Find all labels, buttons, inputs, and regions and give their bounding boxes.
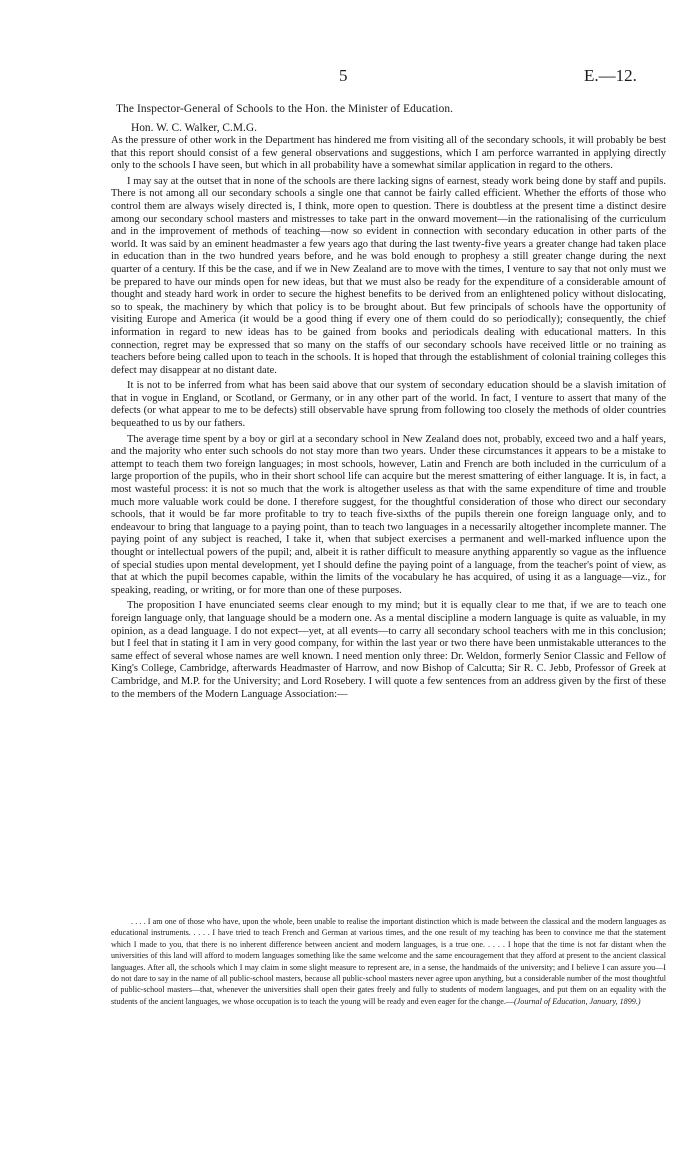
quote-body: . . . . I am one of those who have, upon the whole, been unable to realise the important distinction which is made between the classical and the modern languages as educational instruments. . . . . I have tried to teach French and German at various times, and the one result of my teaching has been to convince me that the statement which I made to you, that there is no inherent difference between ancient and modern languages, is a true one. . . . . I hope that the time is not far distant when the universities of this land will afford to modern languages something like the same welcome and the same encouragement that they afford at present to the ancient classical languages. After all, the schools which I may claim in some slight measure to represent are, in a sense, the handmaids of the university; and I believe I can assure you—I do not dare to say in the name of all public-school masters, because all public-school masters never agree upon anything, but a considerable number of the most thoughtful of public-school masters—that, whenever the universities shall open their gates freely and fully to students of modern languages, and put them on an equality with the students of the ancient languages, we whose occupation is to teach the young will be ready and even eager for the change.— (111, 917, 666, 1006)
report-body (111, 135, 666, 704)
paragraph: The proposition I have enunciated seems clear enough to my mind; but it is equally clear to me that, if we are to teach one foreign language only, that language should be a modern one. As a mental discipline a modern language is quite as valuable, in my opinion, as a dead language. I do not expect—yet, at all events—to carry all secondary school teachers with me in this conclusion; but I feel that in stating it I am in very good company, for within the last year or two there have been unmistakable utterances to the same effect of several whose names are well known. I need mention only three: Dr. Weldon, formerly Senior Classic and Fellow of King's College, Cambridge, afterwards Headmaster of Harrow, and now Bishop of Calcutta; Sir R. C. Jebb, Professor of Greek at Cambridge, and M.P. for the University; and Lord Rosebery. I will quote a few sentences from an address given by the first of these to the members of the Modern Language Association:— (111, 600, 666, 700)
quote-source: (Journal of Education, January, 1899.) (513, 996, 641, 1006)
block-quote (111, 916, 666, 1007)
page-number: 5 (339, 66, 348, 85)
paragraph: The average time spent by a boy or girl at a secondary school in New Zealand does not, probably, exceed two and a half years, and the majority who enter such schools do not stay more than two years. Under these circumstances it appears to be a mistake to attempt to teach them two foreign languages; in most schools, however, Latin and French are both included in the curriculum of a large proportion of the pupils, who in their short school life can acquire but the merest smattering of either language. It is, in fact, a most wasteful process: it is not so much that the work is altogether useless as that with the same expenditure of time and trouble much more valuable work could be done. I therefore suggest, for the thoughtful consideration of those who direct our secondary schools, that it would be far more profitable to try to teach five-sixths of the pupils therein one foreign language only, and to endeavour to bring that language to a paying point, than to teach two languages in a necessarily altogether incomplete manner. The paying point of any subject is reached, I take it, when that subject exercises a permanent and well-marked influence upon the thought or intellectual powers of the pupil; and, albeit it is rather difficult to measure anything apparently so vague as the influence of special studies upon mental development, yet I should define the paying point of a language, from the teacher's point of view, as that at which the pupil becomes capable, within the limits of the vocabulary he has acquired, of using it as a language—viz., for speaking, reading, or writing, or for more than one of these purposes. (111, 433, 666, 596)
letter-heading: The Inspector-General of Schools to the Hon. the Minister of Education. (116, 103, 454, 115)
addressee: Hon. W. C. Walker, C.M.G. (131, 122, 257, 134)
quote-text (111, 916, 666, 1007)
document-reference: E.—12. (584, 66, 637, 85)
paragraph: It is not to be inferred from what has been said above that our system of secondary education should be a slavish imitation of that in vogue in England, or Scotland, or Germany, or in any other part of the world. In fact, I venture to assert that many of the defects (or what appear to me to be defects) still observable have sprung from following too closely the methods of older countries bequeathed to us by our fathers. (111, 380, 666, 430)
paragraph: I may say at the outset that in none of the schools are there lacking signs of earnest, steady work being done by staff and pupils. There is not among all our secondary schools a single one that cannot be fairly called efficient. Whether the efforts of those who control them are always wisely directed is, I think, more open to question. There is doubtless at the present time a distinct desire among our secondary school masters and mistresses to take part in the onward movement—in the rationalising of the curriculum and in the improvement of methods of teaching—now so evident in connection with secondary education in other parts of the world. It was said by an eminent headmaster a few years ago that during the last twenty-five years a greater change had taken place in education than in the two hundred years before, and he was bold enough to prophesy a still greater change during the next quarter of a century. If this be the case, and if we in New Zealand are to move with the times, I venture to say that not only must we be prepared to have our minds open for new ideas, but that we must also be ready for the expenditure of a considerable amount of thought and steady hard work in order to secure the highest benefits to be derived from an enlightened policy without dislocating, so to speak, the machinery by which that policy is to be brought about. But few principals of schools have the opportunity of visiting Europe and America (it would be a good thing if every one of them could do so periodically); consequently, the chief information in regard to new ideas has to be gained from books and periodicals dealing with educational matters. In this connection, regret may be expressed that so many on the staffs of our secondary schools have received little or no training as teachers before being called upon to teach in the schools. It is hoped that through the establishment of colonial training colleges this defect may disappear at no distant date. (111, 175, 666, 376)
paragraph: As the pressure of other work in the Department has hindered me from visiting all of the secondary schools, it will probably be best that this report should consist of a few general observations and suggestions, which I am perforce warranted in applying directly only to the schools I have seen, but which in all probability have a somewhat similar application in regard to the others. (111, 135, 666, 172)
